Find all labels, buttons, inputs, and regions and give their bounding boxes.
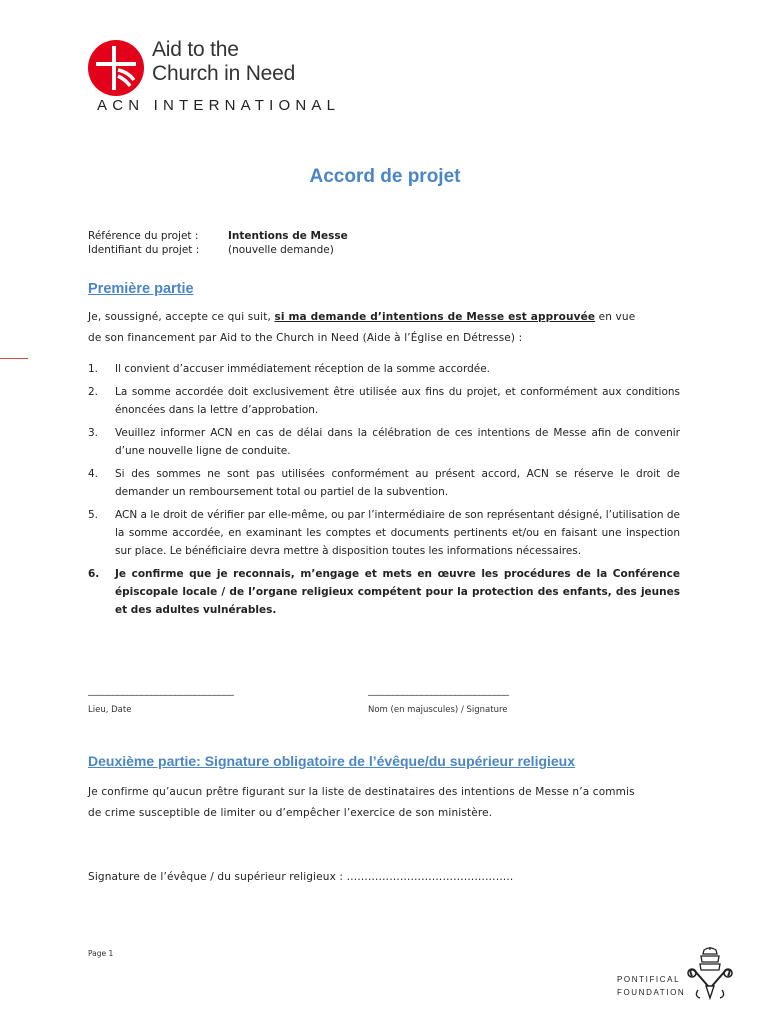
reference-row — [88, 229, 348, 243]
item-text: Si des sommes ne sont pas utilisées conformément au présent accord, ACN se réserve le droit de demander un remboursement total ou partiel de la subvention. — [115, 468, 680, 498]
conditions-list — [88, 360, 680, 624]
place-date-line[interactable]: ______________________________ — [88, 684, 234, 696]
part1-intro-line1 — [88, 307, 688, 328]
list-item — [88, 424, 680, 460]
intro-text-before: Je, soussigné, accepte ce qui suit, — [88, 311, 275, 323]
reference-block — [88, 229, 348, 257]
list-item — [88, 465, 680, 501]
item-text: ACN a le droit de vérifier par elle-même, ou par l’intermédiaire de son représentant désigné, l’utilisation de la somme accordée, en examinant les comptes et documents pertinents et/ou en faisant une inspection sur place. Le bénéficiaire devra mettre à disposition toutes les informations nécessaires. — [115, 509, 680, 557]
margin-marker — [0, 358, 28, 359]
part2-heading: Deuxième partie: Signature obligatoire de l’évêque/du supérieur religieux — [88, 753, 576, 769]
place-date-label: Lieu, Date — [88, 705, 132, 715]
list-item — [88, 360, 680, 378]
list-item — [88, 506, 680, 560]
item-number: 4. — [88, 468, 99, 480]
acn-logo-icon — [88, 40, 144, 96]
name-signature-line[interactable]: _____________________________ — [368, 684, 509, 696]
intro-highlight: si ma demande d’intentions de Messe est approuvée — [274, 311, 596, 323]
logo-name-line1: Aid to the — [152, 38, 239, 61]
papal-crest-icon — [684, 946, 736, 1002]
part2-text — [88, 782, 688, 824]
part1-intro-line2: de son financement par Aid to the Church in Need (Aide à l’Église en Détresse) : — [88, 332, 523, 344]
identifier-value: (nouvelle demande) — [228, 244, 334, 256]
name-signature-label: Nom (en majuscules) / Signature — [368, 705, 508, 715]
part2-line2: de crime susceptible de limiter ou d’empêcher l’exercice de son ministère. — [88, 807, 493, 819]
item-number: 3. — [88, 427, 99, 439]
item-number: 1. — [88, 363, 99, 375]
foundation-line2: FOUNDATION — [617, 988, 686, 997]
part1-heading: Première partie — [88, 281, 194, 297]
item-number: 2. — [88, 386, 99, 398]
part2-line1: Je confirme qu’aucun prêtre figurant sur la liste de destinataires des intentions de Messe n’a commis — [88, 786, 635, 798]
logo-name-line2: Church in Need — [152, 62, 296, 85]
reference-label: Référence du projet : — [88, 230, 199, 242]
intro-text-after: en vue — [595, 311, 636, 323]
page-number: Page 1 — [88, 949, 114, 958]
reference-value: Intentions de Messe — [228, 230, 348, 242]
foundation-line1: PONTIFICAL — [617, 975, 681, 984]
logo-subtitle: ACN INTERNATIONAL — [97, 97, 341, 114]
item-number: 6. — [88, 568, 100, 580]
item-text: La somme accordée doit exclusivement être utilisée aux fins du projet, et conformément aux conditions énoncées dans la lettre d’approbation. — [115, 386, 680, 416]
item-text: Je confirme que je reconnais, m’engage et mets en œuvre les procédures de la Conférence épiscopale locale / de l’organe religieux compétent pour la protection des enfants, des jeunes et des adultes vulnérables. — [115, 568, 680, 616]
identifier-label: Identifiant du projet : — [88, 244, 200, 256]
pontifical-foundation-label — [617, 973, 685, 999]
part1-intro — [88, 307, 688, 349]
item-text: Veuillez informer ACN en cas de délai dans la célébration de ces intentions de Messe afin de convenir d’une nouvelle ligne de conduite. — [115, 427, 680, 457]
list-item — [88, 383, 680, 419]
item-text: Il convient d’accuser immédiatement réception de la somme accordée. — [115, 363, 491, 375]
list-item — [88, 565, 680, 619]
item-number: 5. — [88, 509, 99, 521]
bishop-signature-field[interactable]: Signature de l’évêque / du supérieur religieux : ……………………………………….. — [88, 871, 514, 883]
identifier-row — [88, 243, 348, 257]
document-title: Accord de projet — [309, 166, 461, 187]
logo-name — [152, 38, 295, 86]
